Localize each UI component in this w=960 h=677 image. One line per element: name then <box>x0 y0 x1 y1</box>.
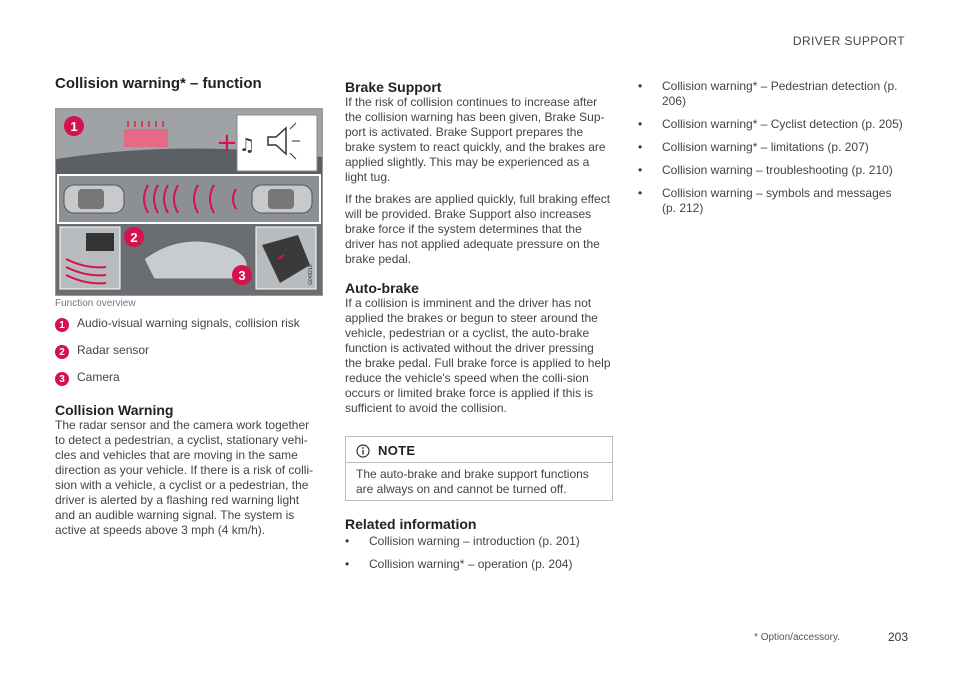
function-overview-illustration <box>56 109 322 295</box>
legend-text-3: Camera <box>77 370 120 384</box>
related-list-part-1 <box>345 534 613 572</box>
auto-brake-section <box>345 280 613 416</box>
callout-badge-3: 3 <box>55 372 69 386</box>
brake-support-heading: Brake Support <box>345 79 442 95</box>
note-title: NOTE <box>378 443 416 458</box>
brake-support-section <box>345 79 613 267</box>
figure-callout-1: 1 <box>70 119 78 134</box>
related-link-symbols[interactable]: • Collision warning – symbols and messages (p. 212) <box>638 186 908 216</box>
related-information-section <box>345 516 613 580</box>
note-box <box>345 436 613 501</box>
note-body: The auto-brake and brake support functions are always on and cannot be turned off. <box>356 467 589 496</box>
figure-caption: Function overview <box>55 298 136 309</box>
related-link-troubleshooting[interactable]: • Collision warning – troubleshooting (p. 210) <box>638 163 908 178</box>
svg-text:+: + <box>216 128 238 158</box>
related-link-cyclist[interactable]: • Collision warning* – Cyclist detection (p. 205) <box>638 117 908 132</box>
legend-item-1 <box>55 316 300 332</box>
function-overview-figure <box>55 108 323 296</box>
legend-item-2 <box>55 343 149 359</box>
page-number: 203 <box>887 630 908 644</box>
legend-text-2: Radar sensor <box>77 343 150 357</box>
info-icon <box>356 444 370 458</box>
note-header <box>356 443 415 458</box>
running-header: DRIVER SUPPORT <box>792 34 905 48</box>
auto-brake-body: If a collision is imminent and the driver has not applied the brakes or begun to steer around the vehicle, pedestrian or a cyclist, the auto-brake function is activated without the driver pressing the brake pedal. Full brake force is applied to help reduce the vehicle's speed when the colli-sion occurs or limited brake force is applied if this is sufficient to avoid the collision. <box>345 296 611 415</box>
related-list-part-2 <box>638 79 908 216</box>
related-information-heading: Related information <box>345 516 477 532</box>
related-list-continued <box>638 79 908 224</box>
figure-callout-2: 2 <box>130 230 138 245</box>
figure-callout-3: 3 <box>238 268 246 283</box>
legend-item-3 <box>55 370 120 386</box>
svg-text:♫: ♫ <box>239 135 256 156</box>
brake-support-body-1: If the risk of collision continues to increase after the collision warning has been given, Brake Sup-port is activated. Brake Support prepares the brake system to react quickly, and the brakes are applied slightly. This may be experienced as a light tug. <box>345 95 606 184</box>
figure-code: G048219 <box>308 264 314 285</box>
legend-text-1: Audio-visual warning signals, collision risk <box>77 316 300 330</box>
page-title: Collision warning* – function <box>55 75 262 92</box>
auto-brake-heading: Auto-brake <box>345 280 419 296</box>
related-link-intro[interactable]: • Collision warning – introduction (p. 201) <box>345 534 613 549</box>
callout-badge-2: 2 <box>55 345 69 359</box>
collision-warning-heading: Collision Warning <box>55 402 174 418</box>
footnote: * Option/accessory. <box>754 632 840 643</box>
collision-warning-section <box>55 402 321 538</box>
brake-support-body-2: If the brakes are applied quickly, full braking effect will be provided. Brake Support also increases brake force if the system determines that the driver has not applied adequate pressure on the brake pedal. <box>345 192 611 266</box>
collision-warning-body: The radar sensor and the camera work together to detect a pedestrian, a cyclist, stationary vehi-cles and vehicles that are moving in the same direction as your vehicle. If there is a risk of colli-sion with a vehicle, a cyclist or a pedestrian, the driver is alerted by a flashing red warning light and an audible warning signal. The system is active at speeds above 3 mph (4 km/h). <box>55 418 314 537</box>
callout-badge-1: 1 <box>55 318 69 332</box>
related-link-operation[interactable]: • Collision warning* – operation (p. 204) <box>345 557 613 572</box>
related-link-pedestrian[interactable]: • Collision warning* – Pedestrian detection (p. 206) <box>638 79 908 109</box>
related-link-limitations[interactable]: • Collision warning* – limitations (p. 207) <box>638 140 908 155</box>
